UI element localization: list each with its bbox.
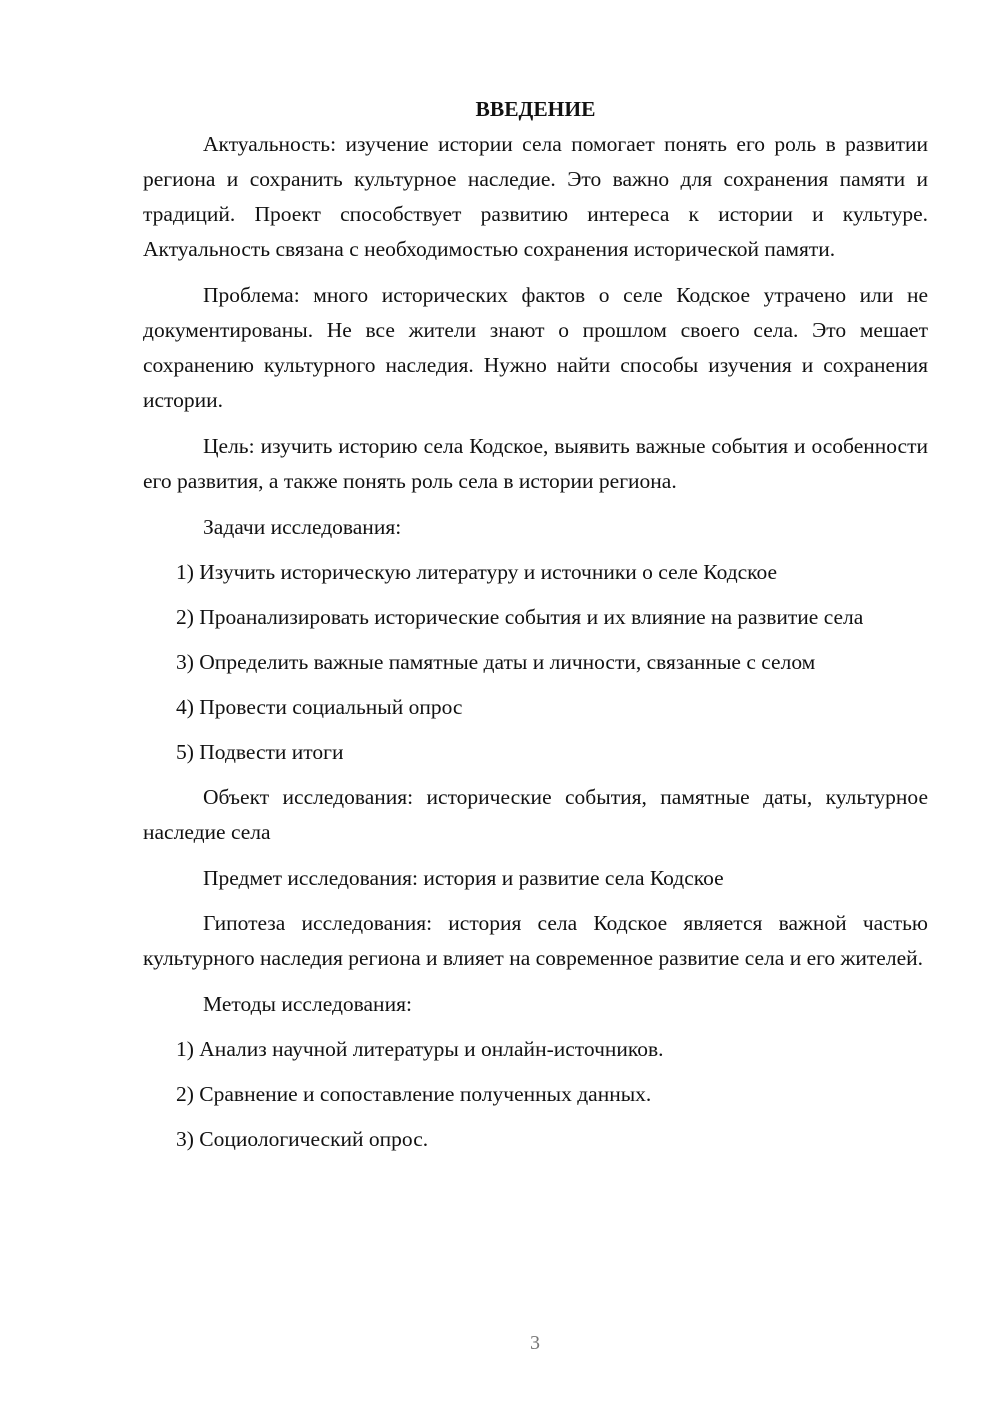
task-item: 4) Провести социальный опрос (176, 695, 463, 719)
subject-paragraph: Предмет исследования: история и развитие села Кодское (203, 866, 724, 890)
task-item: 2) Проанализировать исторические события и их влияние на развитие села (176, 605, 864, 629)
goal-paragraph: Цель: изучить историю села Кодское, выявить важные события и особенности его развития, а также понять роль села в истории региона. (143, 434, 928, 493)
actuality-paragraph: Актуальность: изучение истории села помогает понять его роль в развитии региона и сохранить культурное наследие. Это важно для сохранения памяти и традиций. Проект способствует развитию интереса к истории и культуре. Актуальность связана с необходимостью сохранения исторической памяти. (143, 132, 928, 261)
task-item: 3) Определить важные памятные даты и личности, связанные с селом (176, 650, 816, 674)
object-paragraph: Объект исследования: исторические события, памятные даты, культурное наследие села (143, 785, 928, 844)
section-title: ВВЕДЕНИЕ (475, 97, 596, 121)
task-item: 5) Подвести итоги (176, 740, 344, 764)
task-item: 1) Изучить историческую литературу и источники о селе Кодское (176, 560, 778, 584)
methods-heading: Методы исследования: (203, 992, 412, 1016)
tasks-heading: Задачи исследования: (203, 515, 402, 539)
method-item: 3) Социологический опрос. (176, 1127, 429, 1151)
document-page (143, 92, 928, 1167)
page-number: 3 (530, 1332, 540, 1354)
method-item: 1) Анализ научной литературы и онлайн-источников. (176, 1037, 664, 1061)
problem-paragraph: Проблема: много исторических фактов о селе Кодское утрачено или не документированы. Не все жители знают о прошлом своего села. Это мешает сохранению культурного наследия. Нужно найти способы изучения и сохранения истории. (143, 283, 928, 412)
method-item: 2) Сравнение и сопоставление полученных данных. (176, 1082, 652, 1106)
hypothesis-paragraph: Гипотеза исследования: история села Кодское является важной частью культурного наследия региона и влияет на современное развитие села и его жителей. (143, 911, 928, 970)
